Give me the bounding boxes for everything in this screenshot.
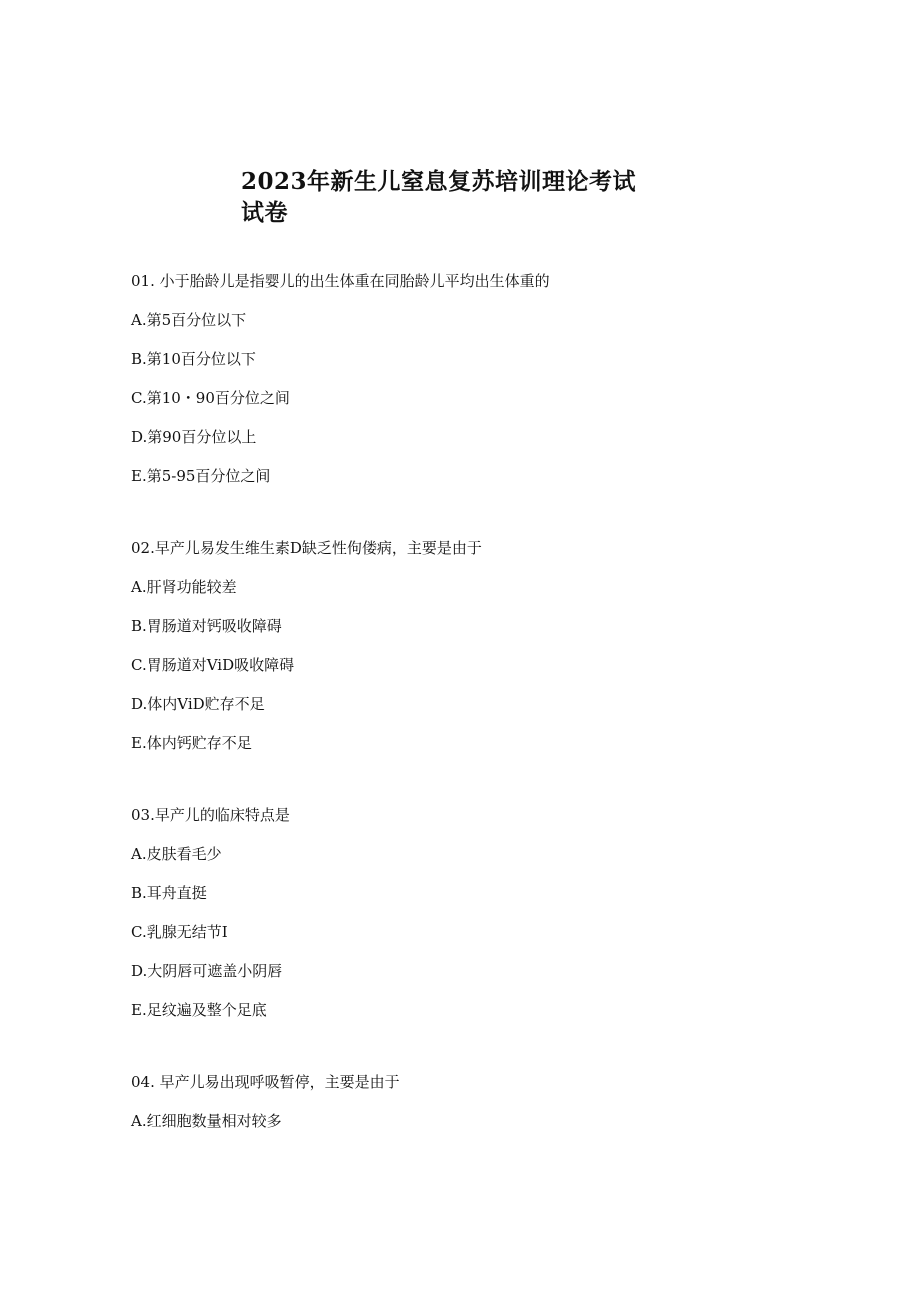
option-d: D.第90百分位以上 [131,428,257,446]
question-stem: 01. 小于胎龄儿是指婴儿的出生体重在同胎龄儿平均出生体重的 [131,272,550,290]
question-2 [131,538,831,753]
option-b: B.胃肠道对钙吸收障碍 [131,617,282,635]
question-stem: 04. 早产儿易出现呼吸暂停，主要是由于 [131,1073,400,1091]
option-b: B.第10百分位以下 [131,350,256,368]
option-c: C.胃肠道对ViD吸收障碍 [131,656,295,674]
option-d: D.体内ViD贮存不足 [131,695,265,713]
option-a: A.红细胞数量相对较多 [131,1112,282,1130]
question-stem: 02.早产儿易发生维生素D缺乏性佝偻病，主要是由于 [131,539,482,557]
question-1 [131,271,831,486]
question-3 [131,805,831,1020]
option-a: A.第5百分位以下 [131,311,247,329]
document-title [241,166,641,228]
option-a: A.肝肾功能较差 [131,578,237,596]
title-line-1: 2023年新生儿窒息复苏培训理论考试 [241,168,637,195]
option-c: C.第10・90百分位之间 [131,389,290,407]
question-stem: 03.早产儿的临床特点是 [131,806,290,824]
question-4 [131,1072,831,1131]
option-d: D.大阴唇可遮盖小阴唇 [131,962,283,980]
option-e: E.第5-95百分位之间 [131,467,271,485]
title-line-2: 试卷 [241,199,288,226]
option-c: C.乳腺无结节I [131,923,228,941]
option-e: E.足纹遍及整个足底 [131,1001,267,1019]
option-a: A.皮肤看毛少 [131,845,222,863]
option-b: B.耳舟直挺 [131,884,207,902]
option-e: E.体内钙贮存不足 [131,734,252,752]
